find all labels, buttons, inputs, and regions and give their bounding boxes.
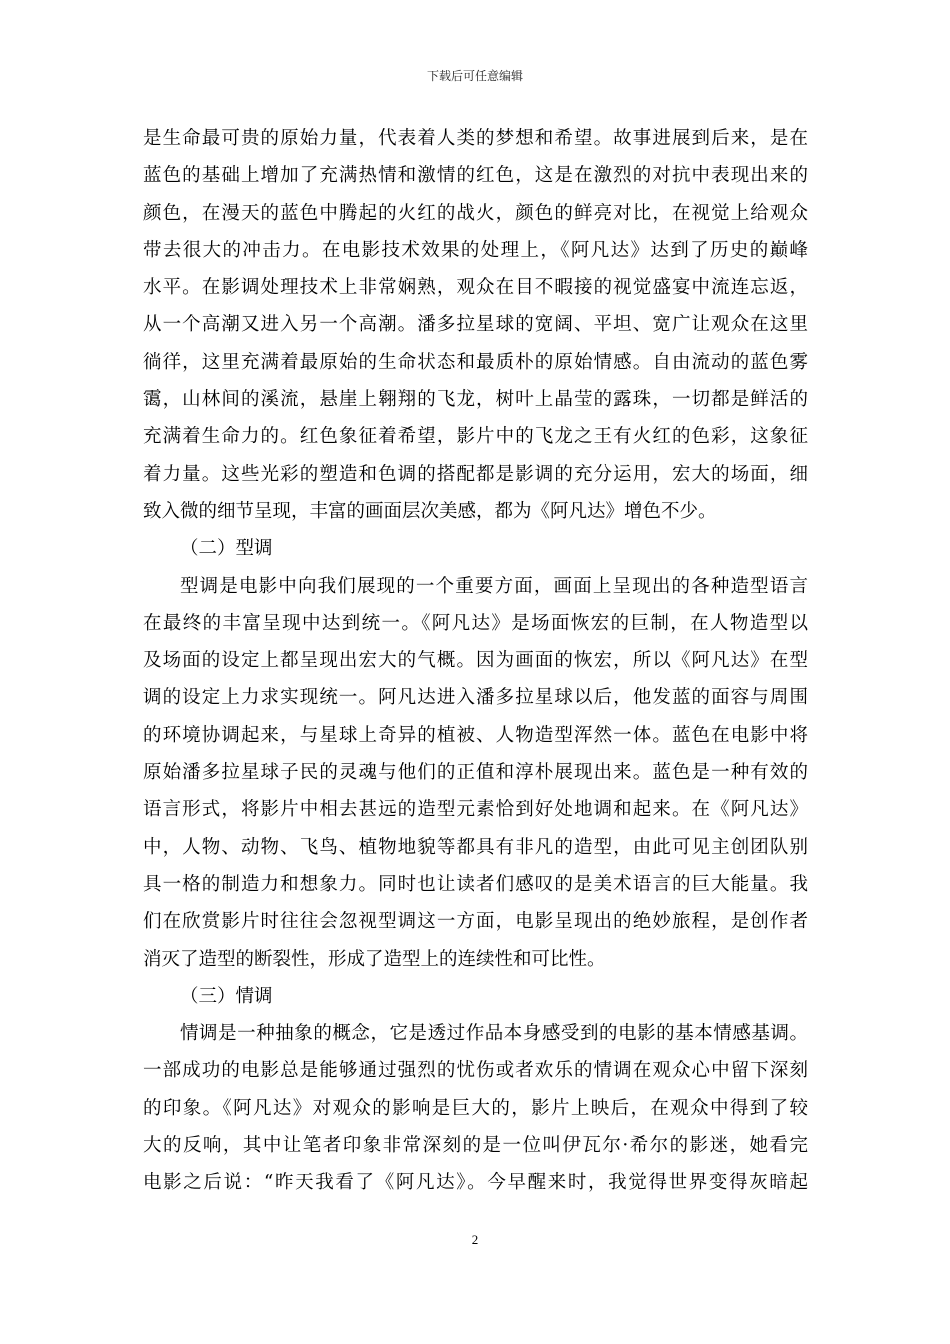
text-line: 霭，山林间的溪流，悬崖上翱翔的飞龙，树叶上晶莹的露珠，一切都是鲜活的 bbox=[143, 389, 808, 411]
text-line: 是生命最可贵的原始力量，代表着人类的梦想和希望。故事进展到后来，是在 bbox=[143, 128, 808, 149]
page-number: 2 bbox=[471, 1232, 479, 1247]
text-line: 蓝色的基础上增加了充满热情和激情的红色，这是在激烈的对抗中表现出来的 bbox=[143, 165, 808, 187]
text-line: 着力量。这些光彩的塑造和色调的搭配都是影调的充分运用，宏大的场面，细 bbox=[143, 463, 808, 485]
text-line: 调的设定上力求实现统一。阿凡达进入潘多拉星球以后，他发蓝的面容与周围 bbox=[143, 687, 808, 709]
text-line: 充满着生命力的。红色象征着希望，影片中的飞龙之王有火红的色彩，这象征 bbox=[143, 426, 808, 448]
section-heading: （二）型调 bbox=[180, 538, 273, 560]
text-line: 电影之后说：“昨天我看了《阿凡达》。今早醒来时，我觉得世界变得灰暗起 bbox=[143, 1172, 808, 1194]
text-line: 原始潘多拉星球子民的灵魂与他们的正值和淳朴展现出来。蓝色是一种有效的 bbox=[143, 762, 808, 784]
text-line: 致入微的细节呈现，丰富的画面层次美感，都为《阿凡达》增色不少。 bbox=[143, 500, 717, 522]
section-heading: （三）情调 bbox=[180, 985, 273, 1007]
page-header: 下载后可任意编辑 bbox=[426, 69, 523, 83]
text-line: 中，人物、动物、飞鸟、植物地貌等都具有非凡的造型，由此可见主创团队别 bbox=[143, 836, 808, 858]
text-line: 在最终的丰富呈现中达到统一。《阿凡达》是场面恢宏的巨制，在人物造型以 bbox=[143, 612, 808, 634]
text-line: 带去很大的冲击力。在电影技术效果的处理上，《阿凡达》达到了历史的巅峰 bbox=[143, 239, 808, 261]
text-line: 徜徉，这里充满着最原始的生命状态和最质朴的原始情感。自由流动的蓝色雾 bbox=[143, 351, 808, 373]
text-line: 颜色，在漫天的蓝色中腾起的火红的战火，颜色的鲜亮对比，在视觉上给观众 bbox=[143, 202, 808, 224]
text-line: 大的反响，其中让笔者印象非常深刻的是一位叫伊瓦尔·希尔的影迷，她看完 bbox=[143, 1135, 808, 1157]
text-line: 及场面的设定上都呈现出宏大的气概。因为画面的恢宏，所以《阿凡达》在型 bbox=[143, 650, 808, 672]
text-line: 具一格的制造力和想象力。同时也让读者们感叹的是美术语言的巨大能量。我 bbox=[143, 873, 808, 895]
text-line: 情调是一种抽象的概念，它是透过作品本身感受到的电影的基本情感基调。 bbox=[180, 1023, 808, 1045]
text-line: 们在欣赏影片时往往会忽视型调这一方面，电影呈现出的绝妙旅程，是创作者 bbox=[143, 911, 808, 933]
body-text bbox=[143, 120, 808, 1202]
text-line: 一部成功的电影总是能够通过强烈的忧伤或者欢乐的情调在观众心中留下深刻 bbox=[143, 1060, 808, 1082]
text-line: 从一个高潮又进入另一个高潮。潘多拉星球的宽阔、平坦、宽广让观众在这里 bbox=[143, 314, 808, 336]
text-line: 水平。在影调处理技术上非常娴熟，观众在目不暇接的视觉盛宴中流连忘返， bbox=[143, 277, 808, 299]
text-line: 型调是电影中向我们展现的一个重要方面，画面上呈现出的各种造型语言 bbox=[180, 575, 808, 597]
text-line: 消灭了造型的断裂性，形成了造型上的连续性和可比性。 bbox=[143, 948, 606, 970]
text-line: 的印象。《阿凡达》对观众的影响是巨大的，影片上映后，在观众中得到了较 bbox=[143, 1097, 808, 1119]
text-line: 的环境协调起来，与星球上奇异的植被、人物造型浑然一体。蓝色在电影中将 bbox=[143, 724, 808, 746]
text-line: 语言形式，将影片中相去甚远的造型元素恰到好处地调和起来。在《阿凡达》 bbox=[143, 799, 808, 821]
